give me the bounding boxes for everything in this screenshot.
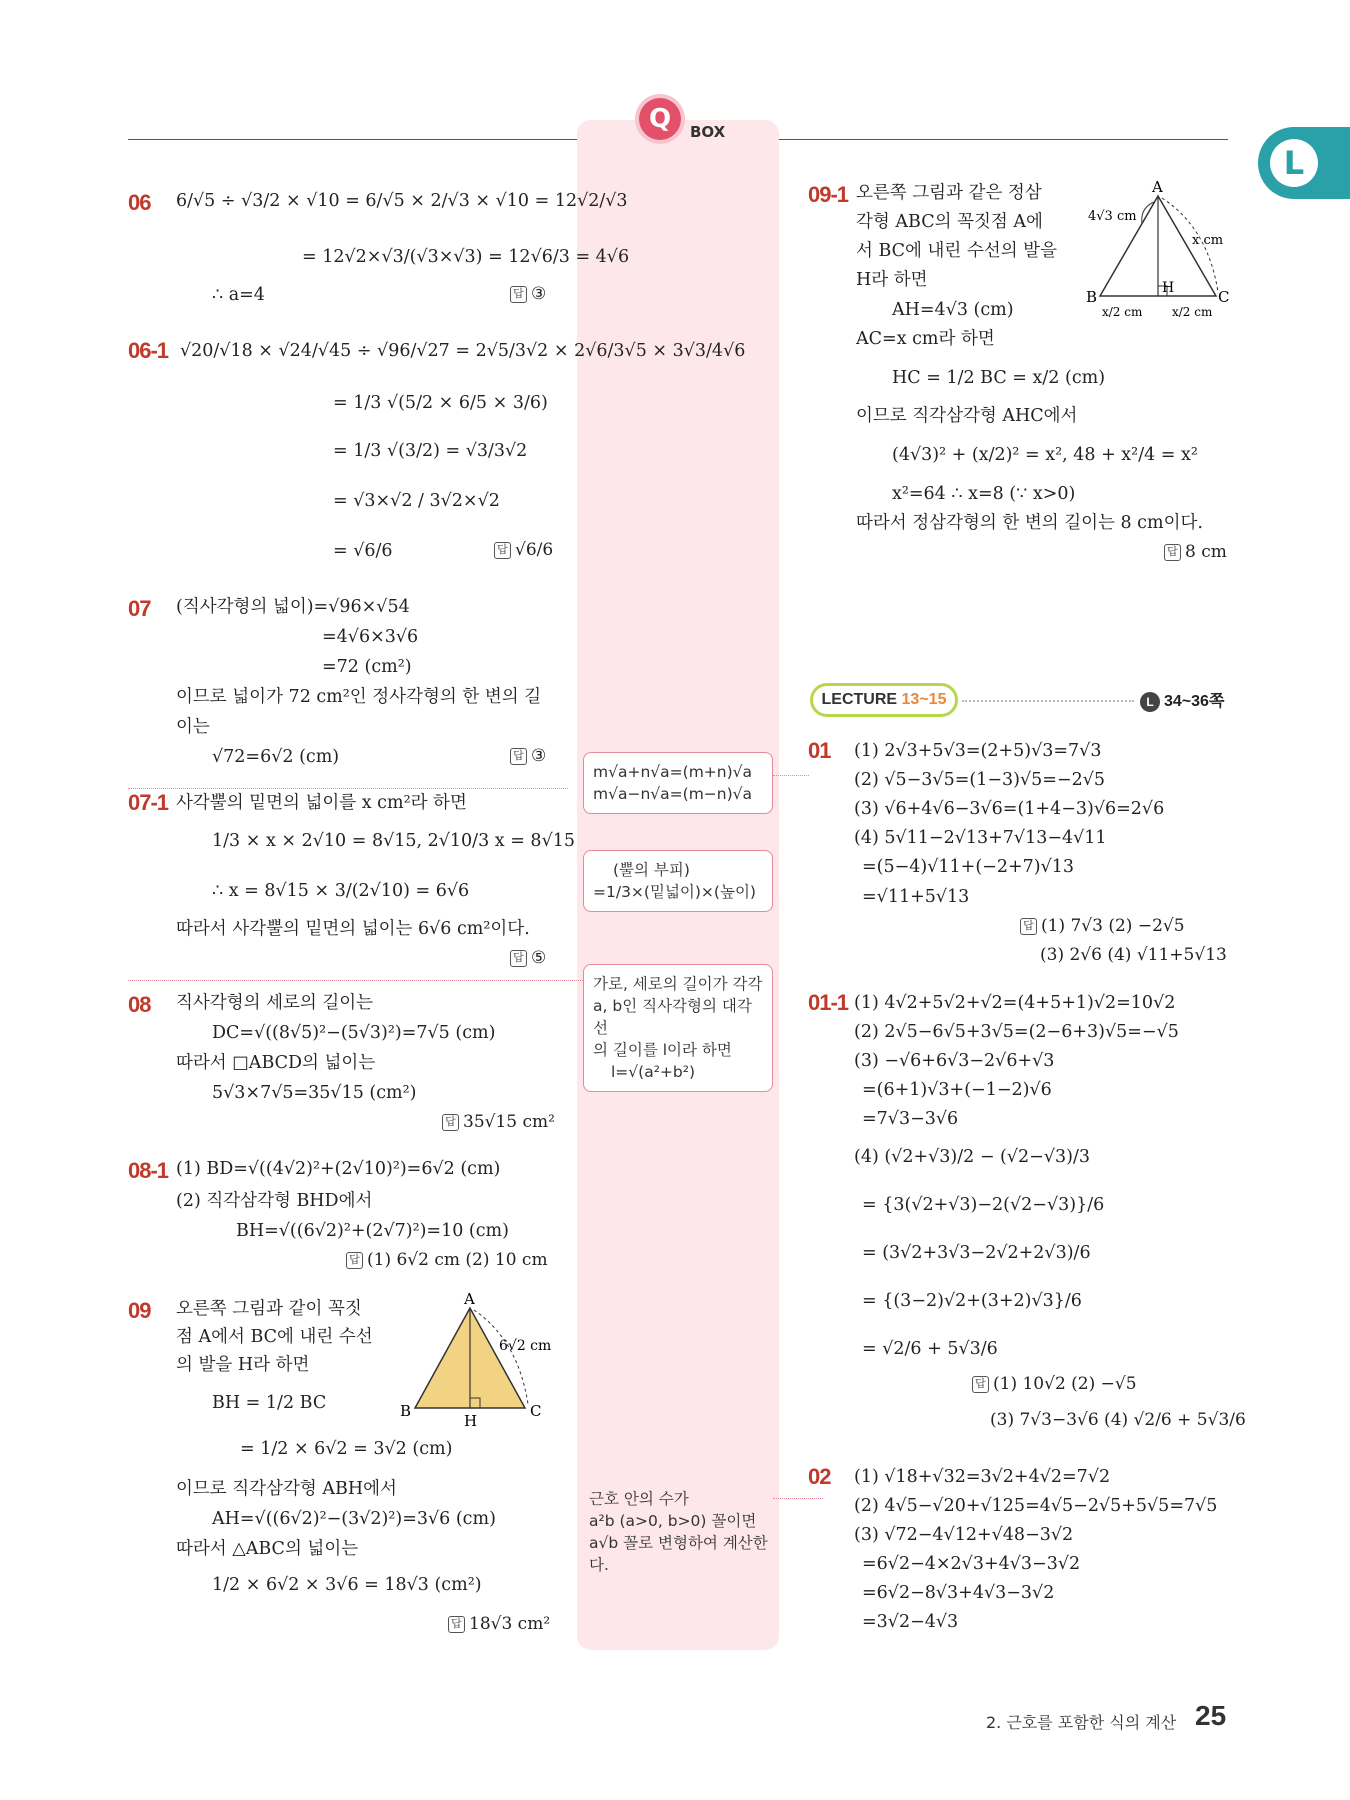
lecture-ref-icon: L [1140,692,1160,712]
chapter-title: 2. 근호를 포함한 식의 계산 [986,1713,1177,1732]
problem-number: 01-1 [808,990,849,1015]
connector-line [128,980,583,981]
solution-line: = √3×√2 / 3√2×√2 [333,491,500,511]
solution-line: √20/√18 × √24/√45 ÷ √96/√27 = 2√5/3√2 × 2√6/3√5 × 3√3/4√6 [180,341,746,361]
lecture-range: 13~15 [901,691,947,708]
side-label: 6√2 cm [499,1338,552,1354]
solution-line: 사각뿔의 밑면의 넓이를 x cm²라 하면 [176,793,467,813]
answer: 답 ③ [510,284,546,304]
solution-line: = 12√2×√3/(√3×√3) = 12√6/3 = 4√6 [302,247,630,267]
tip-line: l=√(a²+b²) [611,1063,696,1081]
solution-line: (2) √5−3√5=(1−3)√5=−2√5 [854,770,1105,790]
tip-line: 가로, 세로의 길이가 각각 [593,975,763,993]
solution-line: 따라서 사각뿔의 밑면의 넓이는 6√6 cm²이다. [176,919,530,939]
solution-line: 오른쪽 그림과 같은 정삼 [856,183,1042,203]
tip-note-simplify [589,1488,775,1576]
solution-line: (1) 2√3+5√3=(2+5)√3=7√3 [854,741,1102,761]
solution-line: (1) √18+√32=3√2+4√2=7√2 [854,1467,1111,1487]
tip-box-diagonal [583,964,773,1092]
solution-line: = (3√2+3√3−2√2+2√3)/6 [862,1243,1091,1263]
qbox-label: BOX [690,123,726,141]
solution-line: (1) 4√2+5√2+√2=(4+5+1)√2=10√2 [854,993,1176,1013]
problem-number: 08-1 [128,1158,169,1183]
answer-icon: 답 [448,1616,465,1633]
vertex-c: C [1218,288,1230,306]
solution-line: (2) 직각삼각형 BHD에서 [176,1191,373,1211]
lecture-l-icon: L [1270,139,1318,187]
connector-line [773,775,809,776]
solution-line: AH=√((6√2)²−(3√2)²)=3√6 (cm) [212,1509,496,1529]
solution-line: H라 하면 [856,270,928,290]
side-label-left: 4√3 cm [1088,209,1137,224]
solution-line: 따라서 정삼각형의 한 변의 길이는 8 cm이다. [856,513,1203,533]
side-label-right: x cm [1192,233,1224,248]
problem-number: 09 [128,1298,151,1323]
solution-line: 점 A에서 BC에 내린 수선 [176,1327,373,1347]
vertex-a: A [464,1290,475,1308]
solution-line: AC=x cm라 하면 [856,329,995,349]
tip-line: a²b (a>0, b>0) 꼴이면 [589,1512,757,1530]
solution-line: BH=√((6√2)²+(2√7)²)=10 (cm) [236,1221,509,1241]
answer-icon: 답 [1164,544,1181,561]
tip-line: a, b인 직사각형의 대각선 [593,997,752,1037]
solution-line: 이므로 넓이가 72 cm²인 정사각형의 한 변의 길 [176,687,542,707]
connector-line [773,1498,823,1499]
tip-line: 다. [589,1556,609,1574]
solution-line: 따라서 □ABCD의 넓이는 [176,1053,376,1073]
tip-line: =1/3×(밑넓이)×(높이) [593,883,756,901]
solution-line: HC = 1/2 BC = x/2 (cm) [892,368,1106,388]
page-number: 25 [1195,1700,1227,1731]
answer: (3) 2√6 (4) √11+5√13 [1040,945,1227,965]
answer-icon: 답 [1020,918,1037,935]
solution-line: 6/√5 ÷ √3/2 × √10 = 6/√5 × 2/√3 × √10 = 12√2/√3 [176,191,628,211]
solution-line: 서 BC에 내린 수선의 발을 [856,241,1057,261]
solution-line: ∴ a=4 [212,285,265,305]
lecture-badge [810,683,958,717]
answer-icon: 답 [510,950,527,967]
solution-line: =(6+1)√3+(−1−2)√6 [862,1080,1052,1100]
problem-number: 09-1 [808,182,849,207]
problem-number: 08 [128,992,151,1017]
answer: 답 (1) 10√2 (2) −√5 [972,1374,1137,1394]
answer: 답 8 cm [1164,542,1227,562]
answer: 답 ⑤ [510,948,546,968]
problem-number: 06-1 [128,338,169,363]
tip-box-radical-add [583,752,773,814]
solution-line: (직사각형의 넓이)=√96×√54 [176,597,410,617]
solution-line: = √6/6 [333,541,393,561]
solution-line: 이는 [176,717,210,737]
vertex-h: H [464,1412,478,1430]
solution-line: = 1/3 √(5/2 × 6/5 × 3/6) [333,393,548,413]
answer-icon: 답 [346,1252,363,1269]
answer: (3) 7√3−3√6 (4) √2/6 + 5√3/6 [990,1410,1246,1430]
solution-line: 5√3×7√5=35√15 (cm²) [212,1083,417,1103]
solution-line: (3) √6+4√6−3√6=(1+4−3)√6=2√6 [854,799,1165,819]
solution-line: √72=6√2 (cm) [212,747,340,767]
solution-line: 1/2 × 6√2 × 3√6 = 18√3 (cm²) [212,1575,482,1595]
solution-line: (4) 5√11−2√13+7√13−4√11 [854,828,1107,848]
base-label-right: x/2 cm [1172,305,1213,318]
tip-line: (뿔의 부피) [613,861,690,879]
qbox-icon: Q [639,98,681,140]
solution-line: = 1/3 √(3/2) = √3/3√2 [333,441,528,461]
solution-line: 따라서 △ABC의 넓이는 [176,1539,359,1559]
solution-line: (4√3)² + (x/2)² = x², 48 + x²/4 = x² [892,445,1198,465]
triangle-figure-09 [400,1290,560,1430]
lecture-label: LECTURE [821,691,898,708]
tip-box-pyramid-volume [583,850,773,912]
solution-line: 의 발을 H라 하면 [176,1355,310,1375]
solution-line: ∴ x = 8√15 × 3/(2√10) = 6√6 [212,881,470,901]
answer: 답 (1) 7√3 (2) −2√5 [1020,916,1185,936]
solution-line: =6√2−4×2√3+4√3−3√2 [862,1554,1081,1574]
section-tab [1258,127,1350,199]
solution-line: 각형 ABC의 꼭짓점 A에 [856,212,1043,232]
solution-line: DC=√((8√5)²−(5√3)²)=7√5 (cm) [212,1023,496,1043]
solution-line: x²=64 ∴ x=8 (∵ x>0) [892,484,1076,504]
solution-line: BH = 1/2 BC [212,1393,327,1413]
answer-icon: 답 [510,748,527,765]
solution-line: =4√6×3√6 [322,627,419,647]
solution-line: =3√2−4√3 [862,1612,959,1632]
tip-line: 의 길이를 l이라 하면 [593,1041,732,1059]
solution-line: = {3(√2+√3)−2(√2−√3)}/6 [862,1195,1105,1215]
answer: 답 35√15 cm² [442,1112,555,1132]
problem-number: 01 [808,738,831,763]
solution-line: = 1/2 × 6√2 = 3√2 (cm) [240,1439,453,1459]
solution-line: = √2/6 + 5√3/6 [862,1339,998,1359]
problem-number: 07-1 [128,790,169,815]
vertex-h: H [1162,280,1175,296]
problem-number: 07 [128,596,151,621]
vertex-c: C [530,1402,542,1420]
solution-line: =(5−4)√11+(−2+7)√13 [862,857,1074,877]
answer: 답 ③ [510,746,546,766]
solution-line: =72 (cm²) [322,657,412,677]
answer: 답 (1) 6√2 cm (2) 10 cm [346,1250,548,1270]
answer-icon: 답 [442,1114,459,1131]
problem-number: 02 [808,1464,831,1489]
tip-line: m√a−n√a=(m−n)√a [593,785,753,803]
solution-line: AH=4√3 (cm) [892,300,1014,320]
solution-line: (2) 4√5−√20+√125=4√5−2√5+5√5=7√5 [854,1496,1218,1516]
problem-number: 06 [128,190,151,215]
solution-line: 이므로 직각삼각형 ABH에서 [176,1479,397,1499]
solution-line: 1/3 × x × 2√10 = 8√15, 2√10/3 x = 8√15 [212,831,575,851]
tip-line: a√b 꼴로 변형하여 계산한 [589,1534,768,1552]
solution-line: (3) √72−4√12+√48−3√2 [854,1525,1074,1545]
answer: 답 18√3 cm² [448,1614,550,1634]
answer-icon: 답 [972,1376,989,1393]
solution-line: =7√3−3√6 [862,1109,959,1129]
base-label-left: x/2 cm [1102,305,1143,318]
answer: 답 √6/6 [494,540,553,560]
page-reference: L 34~36쪽 [1140,688,1224,712]
connector-line [128,788,568,789]
triangle-figure-09-1 [1080,178,1240,318]
solution-line: 오른쪽 그림과 같이 꼭짓 [176,1299,362,1319]
vertex-a: A [1152,178,1163,196]
solution-line: =6√2−8√3+4√3−3√2 [862,1583,1055,1603]
answer-icon: 답 [510,286,527,303]
solution-line: (3) −√6+6√3−2√6+√3 [854,1051,1055,1071]
vertex-b: B [1086,288,1098,306]
dotted-leader [962,700,1134,702]
solution-line: =√11+5√13 [862,887,970,907]
solution-line: 이므로 직각삼각형 AHC에서 [856,406,1078,426]
solution-line: (1) BD=√((4√2)²+(2√10)²)=6√2 (cm) [176,1159,501,1179]
answer-icon: 답 [494,542,511,559]
solution-line: = {(3−2)√2+(3+2)√3}/6 [862,1291,1082,1311]
tip-line: 근호 안의 수가 [589,1490,689,1508]
vertex-b: B [400,1402,412,1420]
tip-line: m√a+n√a=(m+n)√a [593,763,753,781]
solution-line: 직사각형의 세로의 길이는 [176,993,374,1013]
solution-line: (4) (√2+√3)/2 − (√2−√3)/3 [854,1147,1090,1167]
solution-line: (2) 2√5−6√5+3√5=(2−6+3)√5=−√5 [854,1022,1179,1042]
